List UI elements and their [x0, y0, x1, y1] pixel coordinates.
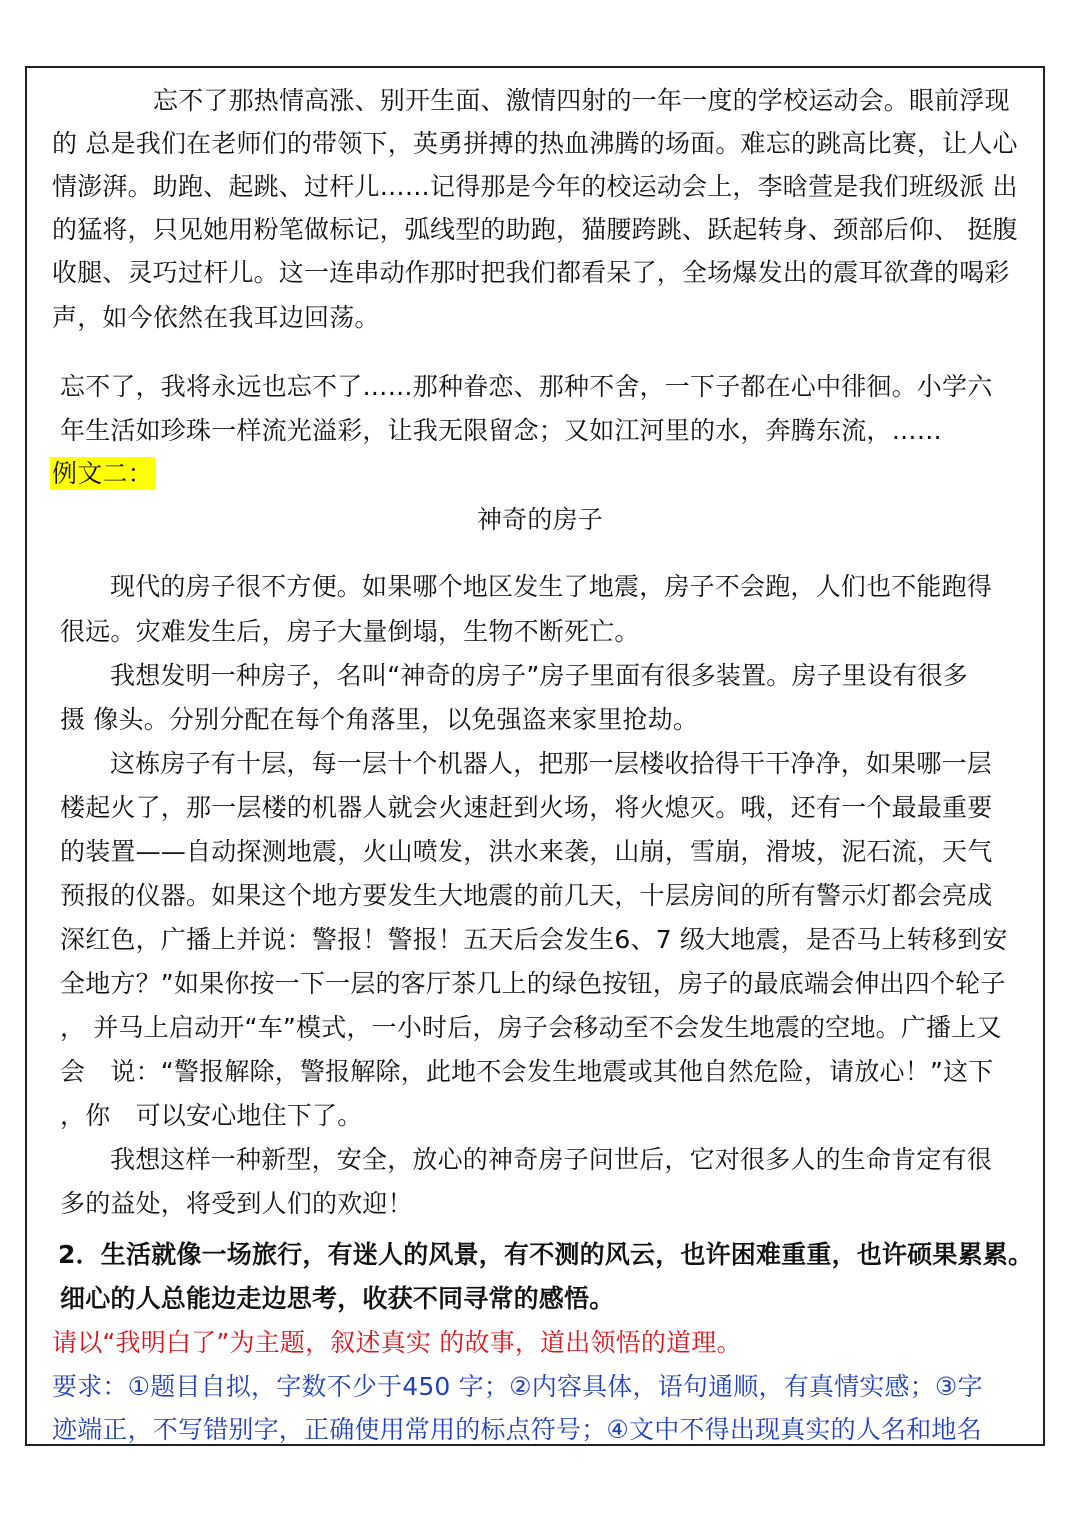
essay2-para3-line2: 楼起火了，那一层楼的机器人就会火速赶到火场，将火熄灭。哦，还有一个最最重要 [60, 793, 993, 822]
essay1-para1-line3: 情澎湃。助跑、起跳、过杆儿……记得那是今年的校运动会上，李晗萱是我们班级派 出 [52, 172, 1018, 201]
essay2-para1-line2: 很远。灾难发生后，房子大量倒塌，生物不断死亡。 [60, 617, 640, 646]
essay1-para1-line4: 的猛将，只见她用粉笔做标记，弧线型的助跑，猫腰跨跳、跃起转身、颈部后仰、 挺腹 [52, 215, 1018, 244]
essay2-para3-line7: ， 并马上启动开“车”模式，一小时后，房子会移动至不会发生地震的空地。广播上又 [60, 1013, 1002, 1042]
essay1-para2-line1: 忘不了，我将永远也忘不了……那种眷恋、那种不舍，一下子都在心中徘徊。小学六 [60, 372, 993, 401]
essay2-para4-line2: 多的益处，将受到人们的欢迎！ [60, 1189, 413, 1218]
prompt2-line1: 2．生活就像一场旅行，有迷人的风景，有不测的风云，也许困难重重，也许硕果累累。 [58, 1240, 1034, 1269]
essay1-para1-line2: 的 总是我们在老师们的带领下，英勇拼搏的热血沸腾的场面。难忘的跳高比赛，让人心 [52, 129, 1018, 158]
essay2-para3-line1: 这栋房子有十层，每一层十个机器人，把那一层楼收拾得干干净净，如果哪一层 [110, 749, 993, 778]
essay2-para1-line1: 现代的房子很不方便。如果哪个地区发生了地震，房子不会跑，人们也不能跑得 [110, 572, 993, 601]
essay1-para1-line1: 忘不了那热情高涨、别开生面、激情四射的一年一度的学校运动会。眼前浮现 [153, 86, 1010, 115]
essay2-para2-line1: 我想发明一种房子，名叫“神奇的房子”房子里面有很多装置。房子里设有很多 [110, 661, 968, 690]
prompt2-instruction: 请以“我明白了”为主题，叙述真实 的故事，道出领悟的道理。 [52, 1328, 742, 1357]
essay2-para2-line2: 摄 像头。分别分配在每个角落里，以免强盗来家里抢劫。 [60, 705, 699, 734]
essay1-para1-line6: 声，如今依然在我耳边回荡。 [52, 303, 380, 332]
essay2-para3-line8: 会 说：“警报解除，警报解除，此地不会发生地震或其他自然危险，请放心！”这下 [60, 1057, 994, 1086]
essay2-para3-line3: 的装置——自动探测地震，火山喷发，洪水来袭，山崩，雪崩，滑坡，泥石流，天气 [60, 837, 993, 866]
essay2-para3-line9: ，你 可以安心地住下了。 [60, 1101, 363, 1130]
essay2-para3-line6: 全地方？”如果你按一下一层的客厅茶几上的绿色按钮，房子的最底端会伸出四个轮子 [60, 969, 1006, 998]
essay2-title: 神奇的房子 [476, 505, 603, 534]
essay1-para1-line5: 收腿、灵巧过杆儿。这一连串动作那时把我们都看呆了，全场爆发出的震耳欲聋的喝彩 [52, 258, 1010, 287]
prompt2-requirements-line1: 要求：①题目自拟，字数不少于450 字；②内容具体，语句通顺，有真情实感；③字 [52, 1372, 983, 1401]
prompt2-line2: 细心的人总能边走边思考，收获不同寻常的感悟。 [60, 1284, 615, 1313]
example-two-heading: 例文二： [52, 459, 153, 488]
prompt2-requirements-line2: 迹端正，不写错别字，正确使用常用的标点符号；④文中不得出现真实的人名和地名 [52, 1415, 982, 1444]
essay2-para3-line4: 预报的仪器。如果这个地方要发生大地震的前几天，十层房间的所有警示灯都会亮成 [60, 881, 993, 910]
essay2-para3-line5: 深红色，广播上并说：警报！警报！五天后会发生6、7 级大地震，是否马上转移到安 [60, 925, 1008, 954]
essay2-para4-line1: 我想这样一种新型，安全，放心的神奇房子问世后，它对很多人的生命肯定有很 [110, 1145, 993, 1174]
essay1-para2-line2: 年生活如珍珠一样流光溢彩，让我无限留念；又如江河里的水，奔腾东流，…… [60, 416, 943, 445]
